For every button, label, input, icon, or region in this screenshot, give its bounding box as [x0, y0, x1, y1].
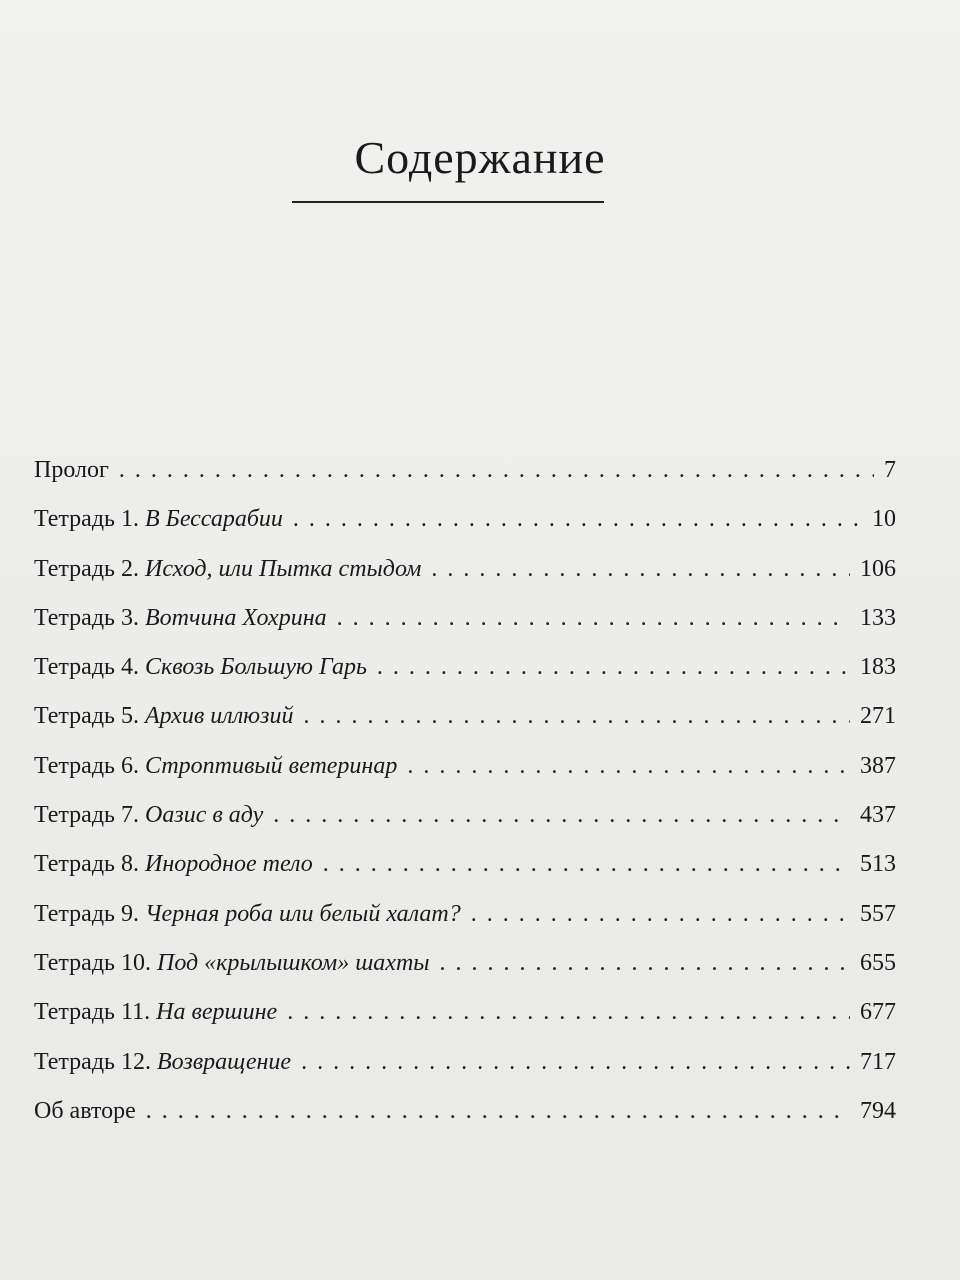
dot-leader [273, 793, 850, 837]
toc-entry-prefix: Тетрадь 5. [34, 703, 145, 730]
dot-leader [407, 744, 850, 788]
toc-entry-label [34, 744, 397, 788]
toc-entry-prefix: Тетрадь 8. [34, 851, 145, 878]
toc-entry-prefix: Об авторе [34, 1097, 136, 1124]
toc-entry-prefix: Тетрадь 7. [34, 802, 145, 829]
toc-entry-page: 387 [860, 752, 896, 779]
toc-entry-page: 106 [860, 555, 896, 582]
dot-leader [377, 645, 850, 689]
toc-entry-title: Сквозь Большую Гарь [145, 654, 367, 681]
toc-entry-notebook-2[interactable] [34, 547, 896, 596]
toc-entry-notebook-12[interactable] [34, 1040, 896, 1089]
dot-leader [146, 1089, 850, 1133]
toc-entry-prefix: Тетрадь 12. [34, 1048, 157, 1075]
toc-entry-page: 677 [860, 999, 896, 1026]
toc-entry-prefix: Тетрадь 4. [34, 654, 145, 681]
toc-entry-prefix: Тетрадь 3. [34, 604, 145, 631]
toc-entry-notebook-10[interactable] [34, 941, 896, 990]
toc-entry-label [34, 842, 313, 886]
dot-leader [471, 892, 850, 936]
toc-entry-prefix: Тетрадь 11. [34, 999, 157, 1026]
dot-leader [287, 990, 850, 1034]
title-underline [292, 201, 604, 203]
toc-entry-notebook-5[interactable] [34, 694, 896, 743]
toc-entry-title: В Бессарабии [145, 506, 283, 533]
toc-entry-notebook-8[interactable] [34, 842, 896, 891]
toc-entry-page: 437 [860, 802, 896, 829]
toc-entry-page: 10 [872, 506, 896, 533]
toc-entry-prefix: Тетрадь 6. [34, 752, 145, 779]
toc-entry-page: 557 [860, 900, 896, 927]
toc-entry-label [34, 694, 293, 738]
toc-entry-title: Возвращение [157, 1048, 292, 1075]
dot-leader [431, 547, 850, 591]
toc-entry-notebook-9[interactable] [34, 892, 896, 941]
toc-entry-prefix: Тетрадь 1. [34, 506, 145, 533]
toc-entry-page: 513 [860, 851, 896, 878]
toc-entry-title: Строптивый ветеринар [145, 752, 398, 779]
toc-entry-title: На вершине [156, 999, 278, 1026]
toc-entry-page: 794 [860, 1097, 896, 1124]
toc-entry-notebook-4[interactable] [34, 645, 896, 694]
toc-entry-label [34, 448, 109, 492]
toc-entry-about-author[interactable] [34, 1089, 896, 1138]
toc-entry-notebook-1[interactable] [34, 497, 896, 546]
toc-entry-title: Оазис в аду [145, 802, 264, 829]
toc-entry-page: 7 [884, 457, 896, 483]
dot-leader [293, 497, 862, 541]
dot-leader [440, 941, 850, 985]
toc-entry-title: Под «крылышком» шахты [157, 949, 430, 976]
toc-entry-title: Черная роба или белый халат? [145, 900, 461, 927]
toc-entry-notebook-11[interactable] [34, 990, 896, 1039]
dot-leader [301, 1040, 850, 1084]
toc-entry-title: Архив иллюзий [145, 703, 294, 730]
toc-entry-label [34, 497, 283, 541]
page-title: Содержание [354, 132, 606, 183]
toc-entry-title: Инородное тело [145, 851, 313, 878]
table-of-contents [34, 448, 896, 1138]
dot-leader [303, 694, 850, 738]
dot-leader [337, 596, 850, 640]
toc-entry-page: 655 [860, 949, 896, 976]
toc-entry-label [34, 941, 430, 985]
toc-entry-notebook-7[interactable] [34, 793, 896, 842]
toc-entry-label [34, 596, 327, 640]
toc-entry-page: 133 [860, 604, 896, 631]
toc-entry-label [34, 1040, 291, 1084]
toc-entry-prefix: Пролог [34, 457, 109, 483]
toc-entry-title: Вотчина Хохрина [145, 604, 327, 631]
toc-entry-label [34, 990, 277, 1034]
toc-entry-prefix: Тетрадь 9. [34, 900, 145, 927]
toc-entry-page: 717 [860, 1048, 896, 1075]
toc-entry-page: 183 [860, 654, 896, 681]
toc-entry-page: 271 [860, 703, 896, 730]
dot-leader [119, 448, 874, 492]
toc-entry-title: Исход, или Пытка стыдом [145, 555, 422, 582]
toc-entry-label [34, 892, 461, 936]
toc-entry-notebook-6[interactable] [34, 744, 896, 793]
toc-entry-label [34, 1089, 136, 1133]
toc-entry-prefix: Тетрадь 2. [34, 555, 145, 582]
toc-entry-label [34, 547, 421, 591]
toc-entry-prefix: Тетрадь 10. [34, 949, 157, 976]
toc-entry-label [34, 645, 367, 689]
toc-entry-prologue[interactable] [34, 448, 896, 497]
dot-leader [323, 842, 850, 886]
toc-entry-label [34, 793, 263, 837]
toc-entry-notebook-3[interactable] [34, 596, 896, 645]
